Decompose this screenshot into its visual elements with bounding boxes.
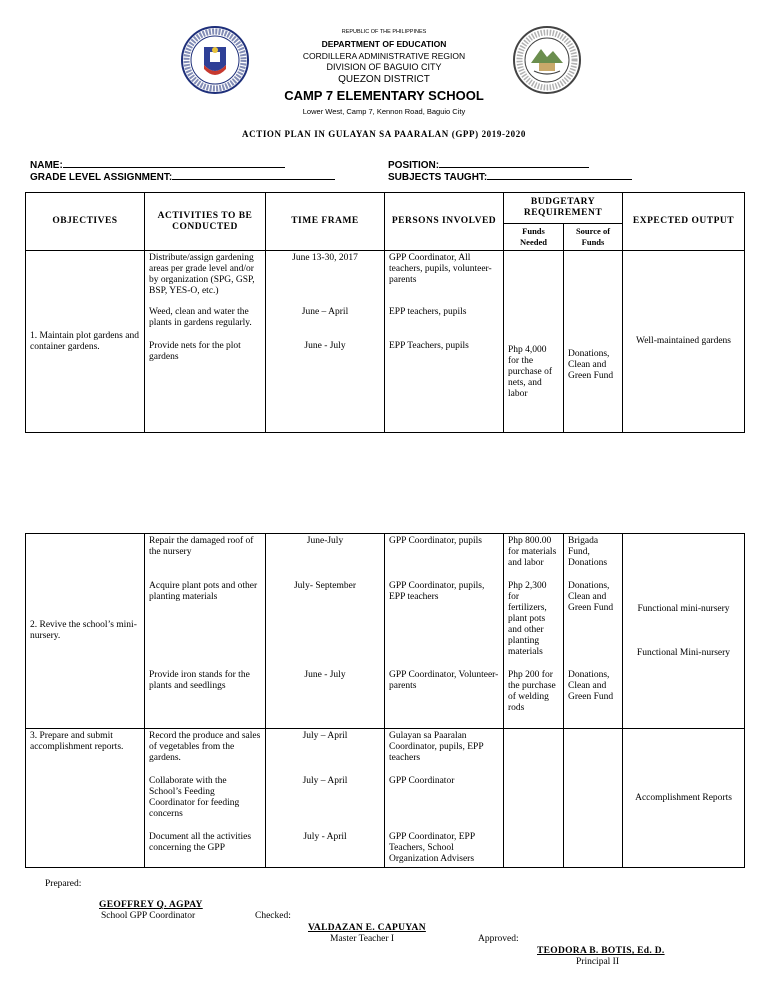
position-label: POSITION: (388, 160, 440, 171)
persons-1-1: GPP Coordinator, All teachers, pupils, volunteer-parents (389, 253, 492, 285)
activity-3-1: Record the produce and sales of vegetables from the gardens. (149, 731, 261, 763)
subjects-field (388, 170, 632, 183)
prepared-title: School GPP Coordinator (101, 911, 196, 921)
persons-1-2: EPP teachers, pupils (389, 307, 467, 317)
checked-name-text: VALDAZAN E. CAPUYAN (308, 923, 426, 933)
name-underline (63, 158, 285, 168)
col-expected: EXPECTED OUTPUT (623, 193, 745, 251)
objective-2: 2. Revive the school’s mini-nursery. (26, 534, 145, 729)
col-persons: PERSONS INVOLVED (385, 193, 504, 251)
source-1: Donations, Clean and Green Fund (568, 349, 614, 381)
persons-3-3: GPP Coordinator, EPP Teachers, School Organization Advisers (389, 832, 475, 864)
persons-3-2: GPP Coordinator (389, 776, 455, 786)
source-2-3: Donations, Clean and Green Fund (568, 670, 614, 702)
expected-output-2 (623, 534, 745, 729)
expected-2a: Functional mini-nursery (637, 604, 730, 614)
persons-cell-2 (385, 534, 504, 729)
time-3-2: July – April (302, 776, 348, 786)
col-funds-needed: Funds Needed (504, 224, 564, 251)
document-title: ACTION PLAN IN GULAYAN SA PAARALAN (GPP) 2019-2020 (242, 129, 526, 139)
time-3-3: July - April (303, 832, 347, 842)
school-address: Lower West, Camp 7, Kennon Road, Baguio City (302, 107, 466, 116)
subjects-label: SUBJECTS TAUGHT: (388, 172, 488, 183)
funds-2-1: Php 800.00 for materials and labor (508, 536, 557, 568)
activity-3-3: Document all the activities concerning the GPP (149, 832, 252, 853)
persons-cell-3 (385, 729, 504, 868)
activity-1-1: Distribute/assign gardening areas per grade level and/or by organization (SPG, GSP, BSP, YES-O, etc.) (149, 253, 255, 296)
activities-cell-3 (145, 729, 266, 868)
activity-1-3: Provide nets for the plot gardens (149, 341, 241, 362)
activity-2-3: Provide iron stands for the plants and seedlings (149, 670, 250, 691)
grade-level-label: GRADE LEVEL ASSIGNMENT: (30, 172, 173, 183)
source-cell-2 (564, 534, 623, 729)
expected-output-1: Well-maintained gardens (623, 251, 745, 433)
approved-name-text: TEODORA B. BOTIS, Ed. D. (537, 946, 665, 956)
col-time-frame: TIME FRAME (266, 193, 385, 251)
checked-title: Master Teacher I (330, 934, 395, 944)
source-funds-1 (564, 251, 623, 433)
funds-1: Php 4,000 for the purchase of nets, and labor (508, 345, 553, 399)
col-objectives: OBJECTIVES (26, 193, 145, 251)
time-cell-2 (266, 534, 385, 729)
grade-level-field (30, 170, 335, 183)
funds-2-2: Php 2,300 for fertilizers, plant pots and other planting materials (508, 581, 547, 657)
header-division: DIVISION OF BAGUIO CITY (326, 62, 442, 72)
prepared-name (99, 900, 203, 910)
activities-cell-1 (145, 251, 266, 433)
time-1-3: June - July (304, 341, 346, 351)
header-region: CORDILLERA ADMINISTRATIVE REGION (302, 51, 466, 61)
prepared-label: Prepared: (45, 879, 82, 889)
action-plan-table-2 (25, 533, 745, 868)
time-3-1: July – April (302, 731, 348, 741)
grade-level-underline (172, 170, 335, 180)
col-budget: BUDGETARY REQUIREMENT (504, 193, 623, 224)
persons-2-2: GPP Coordinator, pupils, EPP teachers (389, 581, 485, 602)
expected-output-3: Accomplishment Reports (623, 729, 745, 868)
objective-1: 1. Maintain plot gardens and container gardens. (26, 251, 145, 433)
activity-1-2: Weed, clean and water the plants in gardens regularly. (149, 307, 252, 328)
checked-label: Checked: (255, 911, 291, 921)
persons-cell-1 (385, 251, 504, 433)
time-2-3: June - July (304, 670, 346, 680)
expected-2b: Functional Mini-nursery (636, 648, 731, 658)
name-label: NAME: (30, 160, 63, 171)
activities-cell-2 (145, 534, 266, 729)
prepared-name-text: GEOFFREY Q. AGPAY (99, 900, 203, 910)
header-department: DEPARTMENT OF EDUCATION (321, 39, 447, 49)
approved-name (537, 946, 665, 956)
persons-2-3: GPP Coordinator, Volunteer-parents (389, 670, 499, 691)
approved-title: Principal II (576, 957, 620, 967)
funds-cell-2 (504, 534, 564, 729)
time-1-1: June 13-30, 2017 (292, 253, 358, 263)
checked-name (308, 923, 426, 933)
funds-needed-1 (504, 251, 564, 433)
activity-2-1: Repair the damaged roof of the nursery (149, 536, 254, 557)
persons-3-1: Gulayan sa Paaralan Coordinator, pupils, EPP teachers (389, 731, 484, 763)
header-republic: REPUBLIC OF THE PHILIPPINES (341, 29, 427, 35)
time-cell-1 (266, 251, 385, 433)
persons-1-3: EPP Teachers, pupils (389, 341, 469, 351)
header-district: QUEZON DISTRICT (338, 74, 430, 85)
position-underline (439, 158, 589, 168)
action-plan-table-1 (25, 192, 745, 433)
time-cell-3 (266, 729, 385, 868)
time-2-2: July- September (293, 581, 356, 591)
source-2-2: Donations, Clean and Green Fund (568, 581, 614, 613)
funds-2-3: Php 200 for the purchase of welding rods (508, 670, 556, 713)
activity-2-2: Acquire plant pots and other planting materials (149, 581, 258, 602)
school-name: CAMP 7 ELEMENTARY SCHOOL (284, 88, 484, 103)
col-activities: ACTIVITIES TO BE CONDUCTED (145, 193, 266, 251)
approved-label: Approved: (478, 934, 519, 944)
source-cell-3 (564, 729, 623, 868)
col-source-funds: Source of Funds (564, 224, 623, 251)
activity-3-2: Collaborate with the School’s Feeding Coordinator for feeding concerns (149, 776, 240, 819)
time-2-1: June-July (306, 536, 344, 546)
subjects-underline (487, 170, 632, 180)
persons-2-1: GPP Coordinator, pupils (389, 536, 482, 546)
objective-3: 3. Prepare and submit accomplishment reports. (26, 729, 145, 868)
funds-cell-3 (504, 729, 564, 868)
source-2-1: Brigada Fund, Donations (568, 536, 608, 568)
time-1-2: June – April (301, 307, 349, 317)
